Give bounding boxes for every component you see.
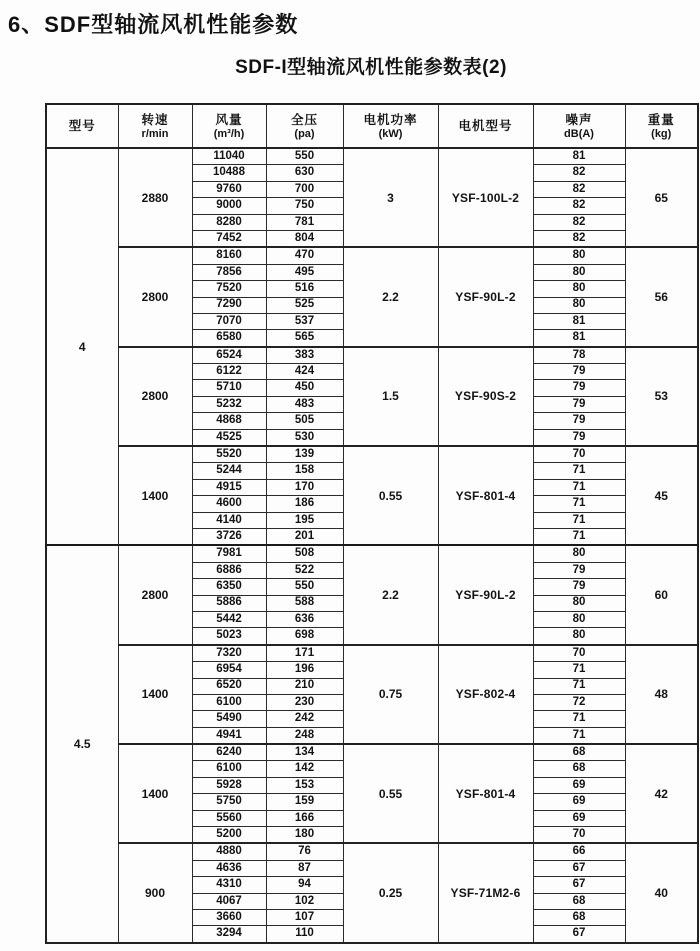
- cell-noise: 82: [533, 230, 625, 247]
- cell-flow: 5442: [192, 611, 266, 627]
- table-row: [46, 545, 698, 562]
- cell-noise: 68: [533, 909, 625, 925]
- cell-noise: 69: [533, 794, 625, 810]
- cell-noise: 81: [533, 330, 625, 347]
- cell-noise: 80: [533, 264, 625, 280]
- header-row: [46, 104, 698, 148]
- cell-noise: 79: [533, 396, 625, 412]
- cell-noise: 80: [533, 545, 625, 562]
- table-row: [46, 347, 698, 364]
- cell-noise: 82: [533, 198, 625, 214]
- cell-pressure: 94: [266, 877, 343, 893]
- cell-flow: 6580: [192, 330, 266, 347]
- cell-pressure: 470: [266, 247, 343, 264]
- column-header-weight: [625, 104, 698, 148]
- cell-model: 4: [46, 148, 118, 545]
- cell-noise: 80: [533, 297, 625, 313]
- cell-pressure: 516: [266, 281, 343, 297]
- cell-noise: 70: [533, 446, 625, 463]
- cell-pressure: 242: [266, 711, 343, 727]
- cell-speed: 2800: [118, 545, 192, 644]
- cell-power: 3: [343, 148, 438, 247]
- cell-flow: 7981: [192, 545, 266, 562]
- cell-weight: 42: [625, 744, 698, 843]
- cell-flow: 4636: [192, 860, 266, 876]
- cell-flow: 4067: [192, 893, 266, 909]
- column-header-label: 噪声: [565, 112, 593, 127]
- column-header-motor: [438, 104, 533, 148]
- cell-flow: 6350: [192, 579, 266, 595]
- cell-power: 2.2: [343, 247, 438, 346]
- cell-noise: 82: [533, 214, 625, 230]
- column-header-label: 风量: [215, 112, 243, 127]
- cell-model: 4.5: [46, 545, 118, 942]
- cell-pressure: 483: [266, 396, 343, 412]
- cell-motor: YSF-90L-2: [438, 545, 533, 644]
- column-header-label: 电机功率: [363, 112, 418, 127]
- cell-flow: 4310: [192, 877, 266, 893]
- cell-power: 0.25: [343, 843, 438, 942]
- cell-pressure: 76: [266, 843, 343, 860]
- cell-flow: 6524: [192, 347, 266, 364]
- cell-noise: 71: [533, 711, 625, 727]
- cell-pressure: 170: [266, 479, 343, 495]
- cell-pressure: 781: [266, 214, 343, 230]
- cell-noise: 78: [533, 347, 625, 364]
- column-header-speed: [118, 104, 192, 148]
- cell-weight: 48: [625, 645, 698, 744]
- cell-motor: YSF-801-4: [438, 446, 533, 545]
- cell-flow: 6886: [192, 562, 266, 578]
- cell-flow: 6100: [192, 694, 266, 710]
- table-row: [46, 645, 698, 662]
- cell-pressure: 201: [266, 528, 343, 545]
- cell-flow: 7520: [192, 281, 266, 297]
- cell-flow: 4941: [192, 727, 266, 744]
- cell-flow: 5232: [192, 396, 266, 412]
- cell-noise: 80: [533, 628, 625, 645]
- cell-pressure: 107: [266, 909, 343, 925]
- cell-pressure: 525: [266, 297, 343, 313]
- cell-motor: YSF-801-4: [438, 744, 533, 843]
- cell-noise: 70: [533, 645, 625, 662]
- column-header-label: 转速: [141, 112, 169, 127]
- cell-speed: 2800: [118, 247, 192, 346]
- cell-pressure: 550: [266, 579, 343, 595]
- column-header-flow: [192, 104, 266, 148]
- cell-speed: 1400: [118, 645, 192, 744]
- cell-power: 0.75: [343, 645, 438, 744]
- cell-motor: YSF-100L-2: [438, 148, 533, 247]
- cell-pressure: 522: [266, 562, 343, 578]
- cell-noise: 81: [533, 313, 625, 329]
- cell-pressure: 142: [266, 761, 343, 777]
- cell-flow: 5710: [192, 380, 266, 396]
- cell-motor: YSF-802-4: [438, 645, 533, 744]
- cell-pressure: 630: [266, 165, 343, 181]
- cell-speed: 2800: [118, 347, 192, 446]
- cell-pressure: 139: [266, 446, 343, 463]
- page-title: 6、SDF型轴流风机性能参数: [8, 12, 299, 37]
- cell-flow: 11040: [192, 148, 266, 165]
- cell-pressure: 210: [266, 678, 343, 694]
- performance-table: [45, 103, 699, 944]
- cell-noise: 80: [533, 595, 625, 611]
- cell-pressure: 134: [266, 744, 343, 761]
- cell-weight: 56: [625, 247, 698, 346]
- cell-pressure: 450: [266, 380, 343, 396]
- cell-flow: 4600: [192, 496, 266, 512]
- cell-flow: 3294: [192, 926, 266, 943]
- cell-speed: 2880: [118, 148, 192, 247]
- cell-pressure: 804: [266, 230, 343, 247]
- cell-pressure: 505: [266, 413, 343, 429]
- cell-flow: 5560: [192, 810, 266, 826]
- table-body: [46, 148, 698, 943]
- cell-noise: 71: [533, 662, 625, 678]
- cell-noise: 67: [533, 877, 625, 893]
- cell-flow: 4140: [192, 512, 266, 528]
- cell-noise: 79: [533, 562, 625, 578]
- cell-flow: 9760: [192, 181, 266, 197]
- cell-flow: 5886: [192, 595, 266, 611]
- cell-noise: 80: [533, 281, 625, 297]
- cell-pressure: 588: [266, 595, 343, 611]
- cell-noise: 66: [533, 843, 625, 860]
- column-header-model: [46, 104, 118, 148]
- cell-flow: 4915: [192, 479, 266, 495]
- cell-noise: 67: [533, 926, 625, 943]
- column-header-label: 电机型号: [458, 118, 513, 133]
- cell-flow: 5244: [192, 463, 266, 479]
- cell-pressure: 565: [266, 330, 343, 347]
- cell-power: 2.2: [343, 545, 438, 644]
- cell-noise: 69: [533, 810, 625, 826]
- cell-noise: 79: [533, 579, 625, 595]
- cell-pressure: 700: [266, 181, 343, 197]
- cell-noise: 71: [533, 479, 625, 495]
- cell-pressure: 159: [266, 794, 343, 810]
- cell-flow: 7452: [192, 230, 266, 247]
- cell-flow: 5520: [192, 446, 266, 463]
- cell-flow: 5750: [192, 794, 266, 810]
- cell-weight: 53: [625, 347, 698, 446]
- cell-motor: YSF-90L-2: [438, 247, 533, 346]
- cell-noise: 71: [533, 512, 625, 528]
- cell-flow: 5490: [192, 711, 266, 727]
- cell-pressure: 180: [266, 827, 343, 844]
- cell-flow: 7856: [192, 264, 266, 280]
- cell-noise: 80: [533, 611, 625, 627]
- cell-flow: 6520: [192, 678, 266, 694]
- cell-pressure: 383: [266, 347, 343, 364]
- column-header-unit: dB(A): [564, 127, 594, 140]
- column-header-unit: (pa): [294, 127, 315, 140]
- cell-flow: 6240: [192, 744, 266, 761]
- cell-flow: 6122: [192, 364, 266, 380]
- cell-flow: 4880: [192, 843, 266, 860]
- cell-noise: 72: [533, 694, 625, 710]
- cell-flow: 7320: [192, 645, 266, 662]
- cell-flow: 7290: [192, 297, 266, 313]
- cell-pressure: 495: [266, 264, 343, 280]
- cell-pressure: 166: [266, 810, 343, 826]
- cell-weight: 60: [625, 545, 698, 644]
- cell-flow: 3660: [192, 909, 266, 925]
- cell-pressure: 230: [266, 694, 343, 710]
- table-row: [46, 247, 698, 264]
- cell-pressure: 636: [266, 611, 343, 627]
- cell-pressure: 508: [266, 545, 343, 562]
- cell-noise: 68: [533, 761, 625, 777]
- table-title: SDF-I型轴流风机性能参数表(2): [235, 57, 507, 78]
- cell-flow: 9000: [192, 198, 266, 214]
- cell-power: 0.55: [343, 744, 438, 843]
- cell-pressure: 195: [266, 512, 343, 528]
- column-header-unit: (kW): [378, 127, 403, 140]
- column-header-unit: r/min: [141, 127, 169, 140]
- cell-pressure: 530: [266, 429, 343, 446]
- cell-pressure: 186: [266, 496, 343, 512]
- cell-noise: 79: [533, 429, 625, 446]
- cell-speed: 900: [118, 843, 192, 942]
- column-header-label: 全压: [290, 112, 318, 127]
- cell-noise: 79: [533, 413, 625, 429]
- cell-pressure: 248: [266, 727, 343, 744]
- cell-pressure: 102: [266, 893, 343, 909]
- cell-flow: 4868: [192, 413, 266, 429]
- column-header-power: [343, 104, 438, 148]
- cell-noise: 79: [533, 364, 625, 380]
- cell-noise: 79: [533, 380, 625, 396]
- column-header-unit: (m³/h): [213, 127, 245, 140]
- cell-noise: 68: [533, 893, 625, 909]
- cell-noise: 68: [533, 744, 625, 761]
- table-header: [46, 104, 698, 148]
- cell-pressure: 698: [266, 628, 343, 645]
- table-row: [46, 446, 698, 463]
- cell-pressure: 750: [266, 198, 343, 214]
- cell-weight: 40: [625, 843, 698, 942]
- cell-pressure: 171: [266, 645, 343, 662]
- cell-pressure: 110: [266, 926, 343, 943]
- cell-pressure: 196: [266, 662, 343, 678]
- cell-flow: 5200: [192, 827, 266, 844]
- cell-noise: 81: [533, 148, 625, 165]
- cell-flow: 10488: [192, 165, 266, 181]
- cell-power: 1.5: [343, 347, 438, 446]
- cell-weight: 65: [625, 148, 698, 247]
- cell-weight: 45: [625, 446, 698, 545]
- cell-flow: 5928: [192, 777, 266, 793]
- column-header-label: 型号: [68, 118, 96, 133]
- cell-flow: 8160: [192, 247, 266, 264]
- cell-pressure: 424: [266, 364, 343, 380]
- cell-noise: 67: [533, 860, 625, 876]
- cell-noise: 69: [533, 777, 625, 793]
- cell-flow: 7070: [192, 313, 266, 329]
- cell-pressure: 158: [266, 463, 343, 479]
- cell-noise: 80: [533, 247, 625, 264]
- cell-noise: 71: [533, 678, 625, 694]
- cell-noise: 71: [533, 496, 625, 512]
- table-row: [46, 744, 698, 761]
- table-row: [46, 148, 698, 165]
- column-header-pressure: [266, 104, 343, 148]
- table-row: [46, 843, 698, 860]
- cell-flow: 3726: [192, 528, 266, 545]
- cell-noise: 71: [533, 528, 625, 545]
- cell-speed: 1400: [118, 744, 192, 843]
- cell-noise: 82: [533, 165, 625, 181]
- cell-noise: 71: [533, 463, 625, 479]
- column-header-noise: [533, 104, 625, 148]
- cell-flow: 8280: [192, 214, 266, 230]
- cell-noise: 71: [533, 727, 625, 744]
- cell-pressure: 153: [266, 777, 343, 793]
- cell-motor: YSF-90S-2: [438, 347, 533, 446]
- column-header-label: 重量: [647, 112, 675, 127]
- cell-pressure: 550: [266, 148, 343, 165]
- column-header-unit: (kg): [651, 127, 672, 140]
- cell-motor: YSF-71M2-6: [438, 843, 533, 942]
- cell-flow: 6100: [192, 761, 266, 777]
- cell-noise: 70: [533, 827, 625, 844]
- cell-power: 0.55: [343, 446, 438, 545]
- cell-pressure: 87: [266, 860, 343, 876]
- cell-pressure: 537: [266, 313, 343, 329]
- cell-flow: 4525: [192, 429, 266, 446]
- cell-noise: 82: [533, 181, 625, 197]
- cell-flow: 6954: [192, 662, 266, 678]
- cell-flow: 5023: [192, 628, 266, 645]
- cell-speed: 1400: [118, 446, 192, 545]
